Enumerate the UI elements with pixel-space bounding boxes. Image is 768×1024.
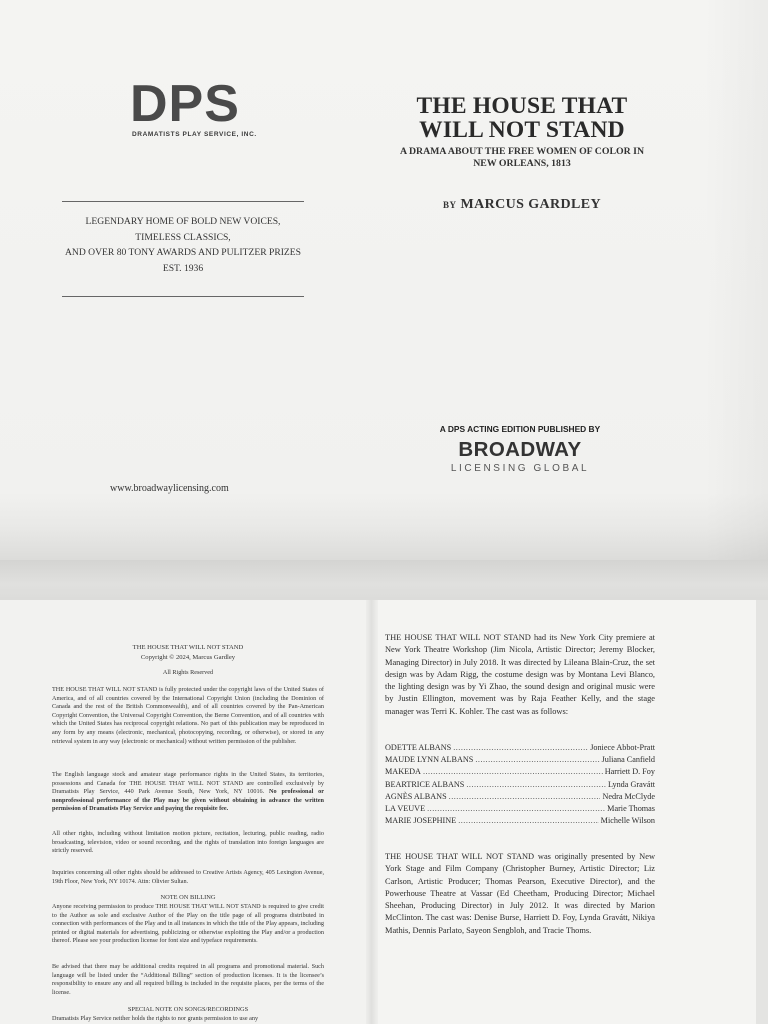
page-edge-shadow	[704, 0, 768, 560]
broadway-licensing-subtitle: LICENSING GLOBAL	[450, 463, 590, 474]
songs-paragraph: Dramatists Play Service neither holds the rights to nor grants permission to use any	[52, 1015, 259, 1022]
copyright-paragraph: THE HOUSE THAT WILL NOT STAND is fully protected under the copyright laws of the United States of America, and of all countries covered by the International Copyright Union (including the Dominion of Canada and the rest of the British Commonwealth), and of all countries covered by the Pan-American Copyright Convention, the Universal Copyright Convention, the Berne Convention, and of all countries with which the United States has reciprocal copyright relations. No part of this publication may be reproduced in any form by any means (electronic, mechanical, photocopying, recording, or otherwise), or stored in any retrieval system in any way (electronic or mechanical) without written permission of the publisher.	[52, 686, 324, 745]
cast-row	[385, 754, 655, 766]
leader-dots	[466, 779, 606, 791]
nyc-premiere-paragraph: THE HOUSE THAT WILL NOT STAND had its New York City premiere at New York Theatre Workshop (Jim Nicola, Artistic Director; Jeremy Blocker, Managing Director) in July 2018. It was directed by Lileana Blain-Cruz, the set design was by Adam Rigg, the costume design was by Montana Levi Blanco, the lighting design was by Yi Zhao, the sound design and original music were by Justin Ellington, movement was by Raja Feather Kelly, and the stage manager was Terri K. Kohler. The cast was as follows:	[385, 633, 655, 716]
cast-row	[385, 742, 655, 754]
book-gutter	[366, 600, 378, 1024]
scanner-gap	[0, 560, 768, 600]
other-rights-paragraph: All other rights, including without limitation motion picture, recitation, lecturing, public reading, radio broadcasting, television, video or sound recording, and the rights of translation into foreign languages are strictly reserved.	[52, 830, 324, 855]
leader-dots	[475, 754, 599, 766]
leader-dots	[449, 791, 601, 803]
rights-text: The English language stock and amateur stage performance rights in the United States, its territories, possessions and Canada for THE HOUSE THAT WILL NOT STAND are controlled exclusively by Dramatists Play Service, 440 Park Avenue South, New York, NY 10016.	[52, 771, 324, 796]
rights-warning: No professional or nonprofessional performance of the Play may be given without obtaining in advance the written permission of Dramatists Play Service and paying the requisite fee.	[52, 788, 324, 813]
cast-actor: Lynda Gravátt	[607, 779, 655, 789]
published-by-label: A DPS ACTING EDITION PUBLISHED BY	[439, 424, 601, 434]
additional-billing-paragraph: Be advised that there may be additional credits required in all programs and promotional material. Such language will be listed under the “Additional Billing” section of production licenses. It is the licensee’s responsibility to ensure any and all required billing is included in the requisite places, per the terms of the license.	[52, 963, 324, 996]
stock-amateur-rights-paragraph	[52, 771, 324, 814]
cast-role: AGNÈS ALBANS	[385, 791, 447, 801]
divider-rule	[62, 296, 304, 297]
original-production-paragraph: THE HOUSE THAT WILL NOT STAND was originally presented by New York Stage and Film Company (Christopher Burney, Artistic Director; Liz Carlson, Artistic Producer; Thomas Pearson, Executive Director), and the Powerhouse Theatre at Vassar (Ed Cheetham, Producing Director; Michael Sheehan, Producing Director) in July 2012. It was directed by Marion McClinton. The cast was: Denise Burse, Harriett D. Foy, Lynda Gravátt, Nikiya Mathis, Dennis Parlato, Sayeon Sengbloh, and Tracie Thoms.	[385, 852, 655, 935]
cast-row	[385, 779, 655, 791]
byline	[388, 195, 656, 213]
billing-paragraph: Anyone receiving permission to produce THE HOUSE THAT WILL NOT STAND is required to give credit to the Author as sole and exclusive Author of the Play on the title page of all programs distributed in connection with performances of the Play and in all instances in which the title of the Play appears, including printed or digital materials for advertising, publicizing or otherwise exploiting the Play and/or a production thereof. Please see your production license for font size and typeface requirements.	[52, 903, 324, 945]
rights-reserved: All Rights Reserved	[162, 669, 214, 676]
cast-actor: Juliana Canfield	[601, 755, 655, 765]
copyright-play-title: THE HOUSE THAT WILL NOT STAND	[132, 644, 244, 651]
dps-logo-subtitle: DRAMATISTS PLAY SERVICE, INC.	[132, 131, 257, 138]
publisher-website: www.broadwaylicensing.com	[110, 483, 229, 494]
songs-recordings-heading: SPECIAL NOTE ON SONGS/RECORDINGS	[127, 1006, 249, 1013]
cast-list	[385, 742, 655, 827]
cast-row	[385, 766, 655, 778]
leader-dots	[423, 766, 603, 778]
note-on-billing-heading: NOTE ON BILLING	[160, 894, 216, 901]
established-year: EST. 1936	[162, 262, 204, 274]
cast-actor: Michelle Wilson	[600, 816, 655, 826]
divider-rule	[62, 201, 304, 202]
cast-actor: Harriett D. Foy	[604, 767, 655, 777]
cast-role: MAKEDA	[385, 767, 421, 777]
inquiries-paragraph: Inquiries concerning all other rights should be addressed to Creative Artists Agency, 405 Lexington Avenue, 19th Floor, New York, NY 10174. Attn: Olivier Sultan.	[52, 869, 324, 885]
cast-actor: Marie Thomas	[607, 804, 655, 814]
tagline-line: LEGENDARY HOME OF BOLD NEW VOICES,	[85, 216, 281, 227]
cast-row	[385, 791, 655, 803]
cast-row	[385, 803, 655, 815]
cast-role: MARIE JOSEPHINE	[385, 816, 457, 826]
broadway-licensing-logo: BROADWAY	[458, 438, 582, 461]
cast-role: ODETTE ALBANS	[385, 743, 452, 752]
tagline-line: AND OVER 80 TONY AWARDS AND PULITZER PRIZES	[65, 247, 301, 258]
cast-role: BEARTRICE ALBANS	[385, 779, 465, 789]
page-edge	[756, 600, 768, 1024]
cast-role: LA VEUVE	[385, 804, 426, 814]
cast-row	[385, 815, 655, 827]
leader-dots	[427, 803, 605, 815]
author-name: MARCUS GARDLEY	[460, 197, 602, 212]
cast-actor: Nedra McClyde	[602, 791, 655, 801]
cast-actor: Joniece Abbot-Pratt	[590, 743, 655, 752]
copyright-notice: Copyright © 2024, Marcus Gardley	[140, 654, 236, 661]
cast-role: MAUDE LYNN ALBANS	[385, 755, 474, 765]
leader-dots	[458, 815, 598, 827]
dps-logo: DPS	[130, 75, 240, 133]
play-title: THE HOUSE THAT WILL NOT STAND	[416, 93, 628, 143]
play-subtitle: A DRAMA ABOUT THE FREE WOMEN OF COLOR IN NEW ORLEANS, 1813	[399, 146, 645, 169]
publisher-tagline	[62, 214, 304, 276]
tagline-line: TIMELESS CLASSICS,	[135, 231, 231, 243]
leader-dots	[453, 742, 588, 754]
byline-by: BY	[442, 200, 457, 210]
